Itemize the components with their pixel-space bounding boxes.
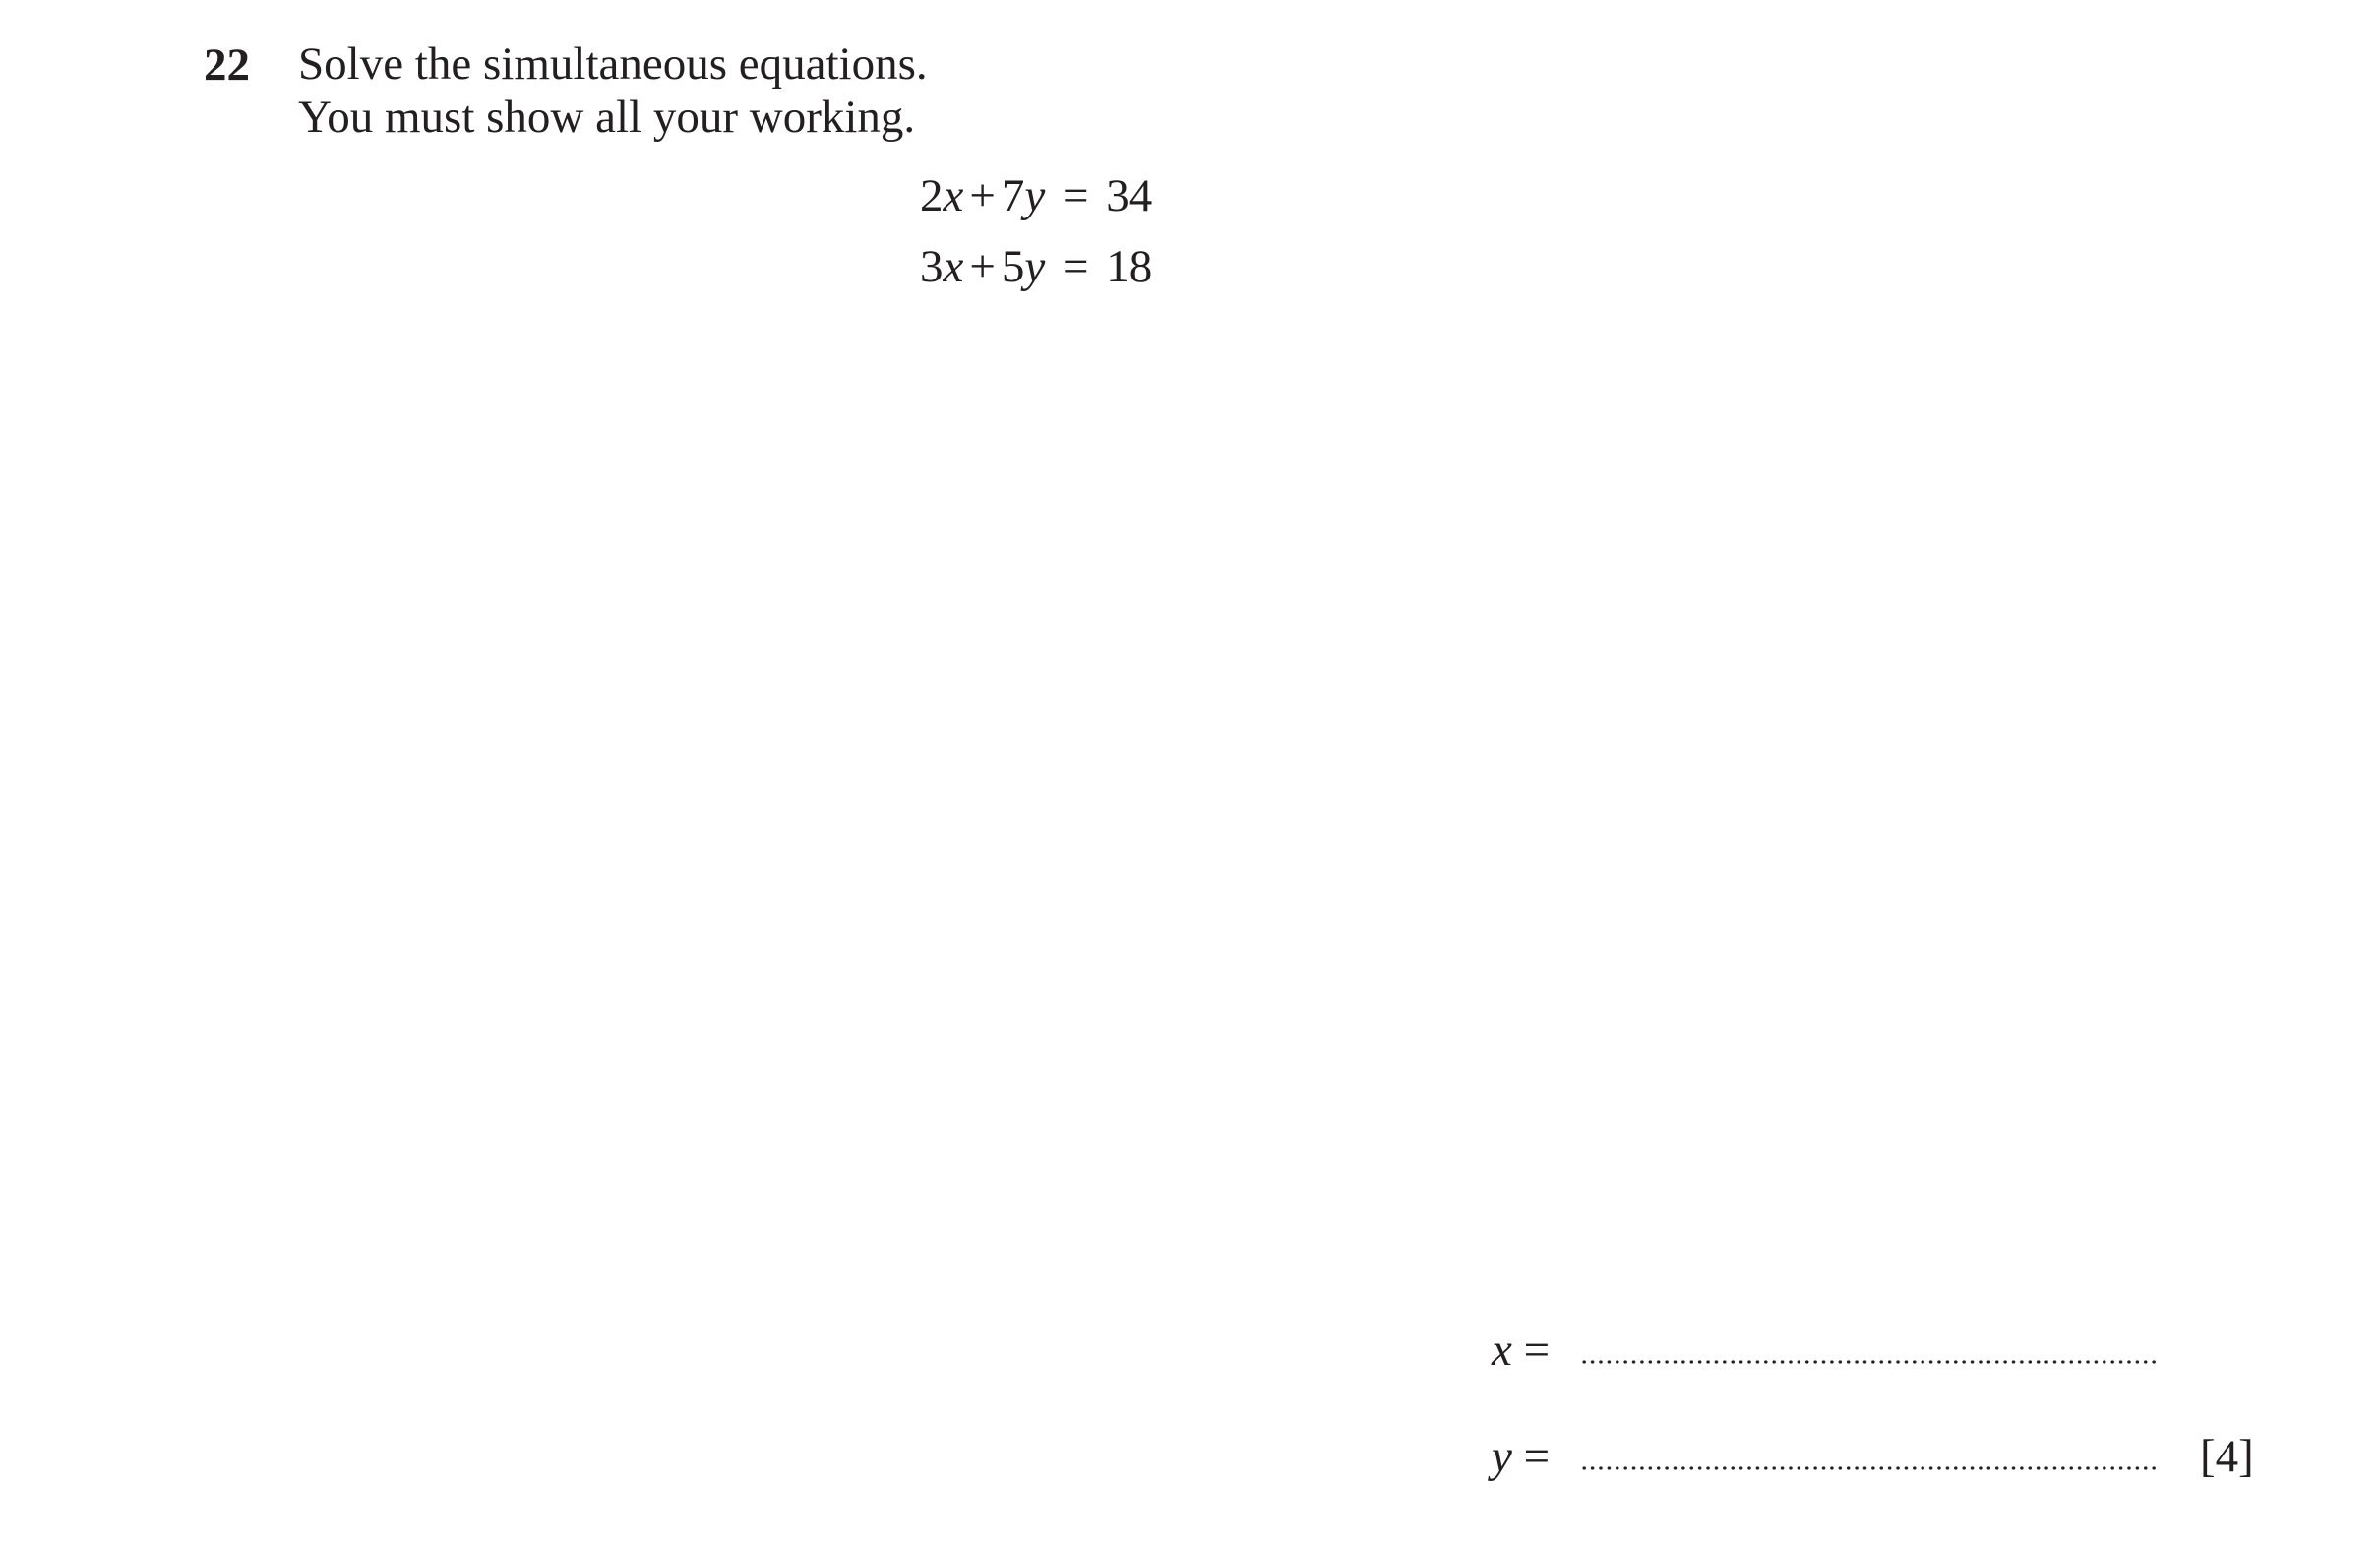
answer-x-field[interactable] (1580, 1360, 2159, 1364)
marks-indicator: [4] (2200, 1431, 2254, 1482)
equation-1-rhs: 34 (1106, 170, 1153, 221)
equation-2-coef-x: 3 (920, 241, 944, 292)
answer-x-label: x = (1492, 1325, 1551, 1376)
equation-2-rhs: 18 (1106, 241, 1153, 292)
equation-1: 2x + 7y = 34 (920, 170, 1153, 221)
question-line-2: You must show all your working. (298, 92, 916, 143)
answer-y-row (1492, 1429, 2159, 1484)
equation-1-coef-x: 2 (920, 170, 944, 221)
question-number: 22 (204, 39, 250, 91)
question-prompt (298, 37, 928, 144)
answer-x-row (1492, 1323, 2159, 1378)
answer-y-label: y = (1492, 1431, 1551, 1482)
question-line-1: Solve the simultaneous equations. (298, 38, 928, 90)
equation-1-coef-y: 7 (1001, 170, 1025, 221)
equation-system (920, 160, 1152, 302)
equation-2: 3x + 5y = 18 (920, 241, 1153, 292)
equation-2-coef-y: 5 (1001, 241, 1025, 292)
answer-y-field[interactable] (1580, 1466, 2159, 1470)
